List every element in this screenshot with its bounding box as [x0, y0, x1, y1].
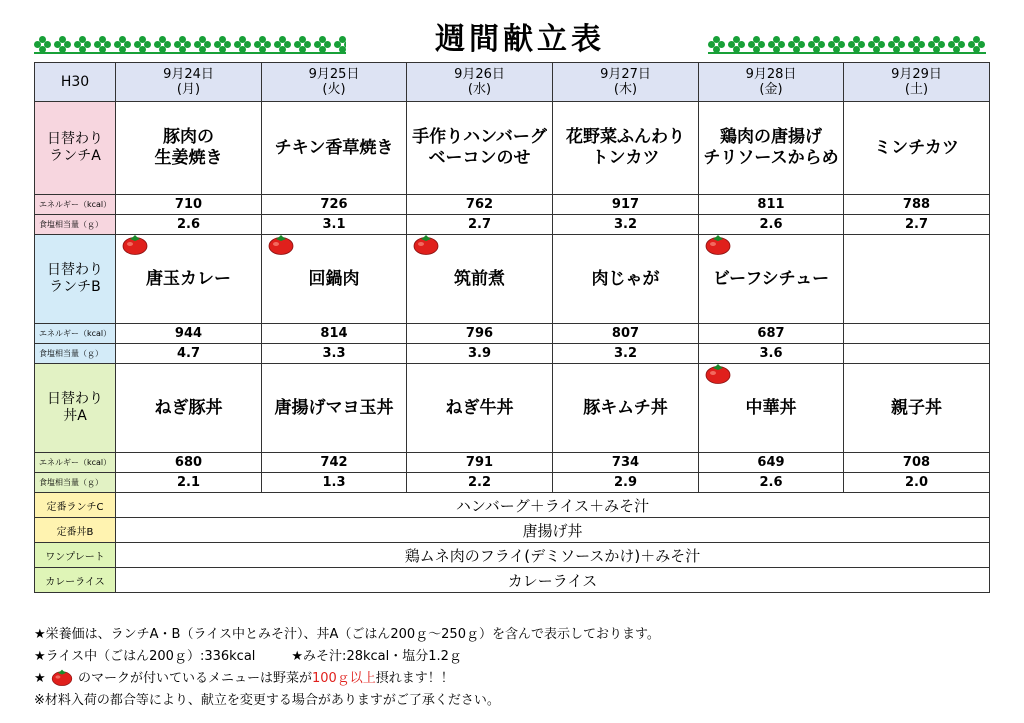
energy-label: エネルギー（kcal）	[35, 195, 116, 215]
day-date: 9月28日	[745, 67, 797, 82]
clover-icon	[254, 36, 272, 52]
day-of-week: (水)	[467, 82, 492, 97]
lunch_b-dish	[116, 235, 262, 324]
dish-name: 唐揚げマヨ玉丼	[274, 397, 394, 418]
energy-value: 796	[407, 324, 553, 344]
clover-icon	[948, 36, 966, 52]
dish-name: ねぎ牛丼	[445, 397, 514, 418]
don_a-dish	[553, 364, 699, 453]
salt-value: 4.7	[116, 344, 262, 364]
clover-icon	[74, 36, 92, 52]
lunch_b-dish	[407, 235, 553, 324]
clover-icon	[114, 36, 132, 52]
note-tomato	[34, 668, 994, 690]
tomato-icon	[413, 235, 439, 256]
don_a-dish	[844, 364, 990, 453]
tomato-icon	[268, 235, 294, 256]
day-header	[553, 63, 699, 102]
clover-icon	[968, 36, 986, 52]
salt-value: 2.7	[844, 215, 990, 235]
clover-icon	[708, 36, 726, 52]
day-date: 9月25日	[308, 67, 360, 82]
clover-icon	[868, 36, 886, 52]
dish-name: チキン香草焼き	[274, 137, 394, 158]
energy-label: エネルギー（kcal）	[35, 324, 116, 344]
day-header	[407, 63, 553, 102]
dish-name: ねぎ豚丼	[154, 397, 223, 418]
dish-name: 手作りハンバーグ ベーコンのせ	[412, 127, 547, 168]
clover-decoration-left	[34, 36, 346, 52]
year-label: H30	[35, 63, 116, 102]
energy-value: 944	[116, 324, 262, 344]
lunch_b-dish	[262, 235, 407, 324]
energy-value: 807	[553, 324, 699, 344]
clover-icon	[788, 36, 806, 52]
day-header	[262, 63, 407, 102]
lunch_a-dish	[116, 102, 262, 195]
energy-value: 734	[553, 453, 699, 473]
dish-name: 唐玉カレー	[146, 268, 231, 289]
note-tomato-end: 摂れます！！	[375, 671, 454, 686]
clover-icon	[234, 36, 252, 52]
salt-value: 2.6	[699, 473, 844, 493]
salt-label: 食塩相当量（ｇ）	[35, 215, 116, 235]
salt-value: 3.9	[407, 344, 553, 364]
tomato-icon	[122, 235, 148, 256]
salt-value: 3.2	[553, 215, 699, 235]
clover-icon	[928, 36, 946, 52]
note-rice: ★ライス中（ごはん200ｇ）:336kcal	[34, 649, 256, 664]
salt-value: 3.2	[553, 344, 699, 364]
clover-icon	[828, 36, 846, 52]
clover-icon	[908, 36, 926, 52]
clover-icon	[768, 36, 786, 52]
dish-name: 中華丼	[745, 397, 797, 418]
don_a-dish	[699, 364, 844, 453]
dish-name: ミンチカツ	[874, 137, 959, 158]
energy-value: 742	[262, 453, 407, 473]
tomato-icon	[705, 235, 731, 256]
fixed-menu-label: カレーライス	[35, 568, 116, 593]
fixed-menu-value: 唐揚げ丼	[116, 518, 990, 543]
day-date: 9月27日	[600, 67, 651, 82]
note-disclaimer: ※材料入荷の都合等により、献立を変更する場合がありますがご了承ください。	[34, 693, 500, 708]
energy-value: 708	[844, 453, 990, 473]
note-tomato-text: のマークが付いているメニューは野菜が	[77, 671, 312, 686]
energy-value: 811	[699, 195, 844, 215]
fixed-menu-value: カレーライス	[116, 568, 990, 593]
salt-value: 3.3	[262, 344, 407, 364]
note-nutrition: ★栄養価は、ランチA・B（ライス中とみそ汁）、丼A（ごはん200ｇ～250ｇ）を含んで表示しております。	[34, 627, 660, 642]
energy-value: 649	[699, 453, 844, 473]
clover-icon	[134, 36, 152, 52]
day-date: 9月24日	[163, 67, 214, 82]
notes	[34, 624, 994, 712]
clover-icon	[888, 36, 906, 52]
lunch_a-dish	[553, 102, 699, 195]
fixed-menu-value: ハンバーグ＋ライス＋みそ汁	[116, 493, 990, 518]
lunch_a-label: 日替わり ランチA	[35, 102, 116, 195]
clover-decoration-right	[708, 36, 986, 52]
lunch_a-dish	[844, 102, 990, 195]
dish-name: 親子丼	[891, 397, 942, 418]
energy-value: 788	[844, 195, 990, 215]
clover-icon	[334, 36, 346, 52]
day-date: 9月29日	[891, 67, 942, 82]
salt-value: 2.6	[116, 215, 262, 235]
dish-name: 回鍋肉	[308, 268, 360, 289]
salt-value: 3.6	[699, 344, 844, 364]
energy-value: 917	[553, 195, 699, 215]
clover-icon	[154, 36, 172, 52]
lunch_b-dish	[699, 235, 844, 324]
lunch_b-dish	[844, 235, 990, 324]
lunch_b-label: 日替わり ランチB	[35, 235, 116, 324]
day-header	[844, 63, 990, 102]
tomato-icon	[705, 364, 731, 385]
day-of-week: (金)	[759, 82, 783, 97]
clover-icon	[274, 36, 292, 52]
clover-icon	[314, 36, 332, 52]
dish-name: 豚肉の 生姜焼き	[154, 127, 223, 168]
weekly-menu-table	[34, 62, 990, 593]
fixed-menu-label: 定番丼B	[35, 518, 116, 543]
clover-icon	[94, 36, 112, 52]
clover-icon	[214, 36, 232, 52]
energy-label: エネルギー（kcal）	[35, 453, 116, 473]
tomato-icon	[50, 668, 74, 686]
salt-value	[844, 344, 990, 364]
salt-value: 2.0	[844, 473, 990, 493]
salt-value: 2.9	[553, 473, 699, 493]
clover-icon	[294, 36, 312, 52]
energy-value: 726	[262, 195, 407, 215]
dish-name: 肉じゃが	[591, 268, 660, 289]
dish-name: 筑前煮	[454, 268, 505, 289]
lunch_a-dish	[262, 102, 407, 195]
fixed-menu-value: 鶏ムネ肉のフライ(デミソースかけ)＋みそ汁	[116, 543, 990, 568]
dish-name: 花野菜ふんわり トンカツ	[566, 127, 685, 168]
fixed-menu-label: 定番ランチC	[35, 493, 116, 518]
day-header	[116, 63, 262, 102]
energy-value: 680	[116, 453, 262, 473]
salt-value: 3.1	[262, 215, 407, 235]
day-of-week: (木)	[613, 82, 638, 97]
fixed-menu-label: ワンプレート	[35, 543, 116, 568]
clover-icon	[728, 36, 746, 52]
energy-value: 762	[407, 195, 553, 215]
salt-label: 食塩相当量（ｇ）	[35, 344, 116, 364]
clover-icon	[848, 36, 866, 52]
energy-value: 814	[262, 324, 407, 344]
clover-icon	[34, 36, 52, 52]
dish-name: 鶏肉の唐揚げ チリソースからめ	[703, 127, 839, 168]
salt-value: 2.1	[116, 473, 262, 493]
note-miso: ★みそ汁:28kcal・塩分1.2ｇ	[291, 649, 462, 664]
day-header	[699, 63, 844, 102]
lunch_a-dish	[699, 102, 844, 195]
energy-value: 791	[407, 453, 553, 473]
energy-value: 710	[116, 195, 262, 215]
note-star: ★	[34, 671, 46, 686]
clover-rule-right	[708, 52, 986, 54]
salt-value: 1.3	[262, 473, 407, 493]
clover-icon	[54, 36, 72, 52]
don_a-dish	[116, 364, 262, 453]
salt-label: 食塩相当量（ｇ）	[35, 473, 116, 493]
day-of-week: (土)	[904, 82, 929, 97]
don_a-dish	[262, 364, 407, 453]
clover-icon	[174, 36, 192, 52]
page-title: 週間献立表	[435, 22, 605, 57]
day-date: 9月26日	[454, 67, 505, 82]
don_a-label: 日替わり 丼A	[35, 364, 116, 453]
salt-value: 2.6	[699, 215, 844, 235]
lunch_a-dish	[407, 102, 553, 195]
salt-value: 2.2	[407, 473, 553, 493]
note-vegetable-amount: 100ｇ以上	[311, 671, 376, 686]
energy-value: 687	[699, 324, 844, 344]
lunch_b-dish	[553, 235, 699, 324]
salt-value: 2.7	[407, 215, 553, 235]
dish-name: 豚キムチ丼	[583, 397, 668, 418]
day-of-week: (月)	[176, 82, 201, 97]
day-of-week: (火)	[322, 82, 346, 97]
clover-icon	[808, 36, 826, 52]
clover-rule-left	[34, 52, 346, 54]
clover-icon	[194, 36, 212, 52]
dish-name: ビーフシチュー	[712, 268, 830, 289]
note-rice-miso	[34, 646, 994, 668]
don_a-dish	[407, 364, 553, 453]
energy-value	[844, 324, 990, 344]
clover-icon	[748, 36, 766, 52]
